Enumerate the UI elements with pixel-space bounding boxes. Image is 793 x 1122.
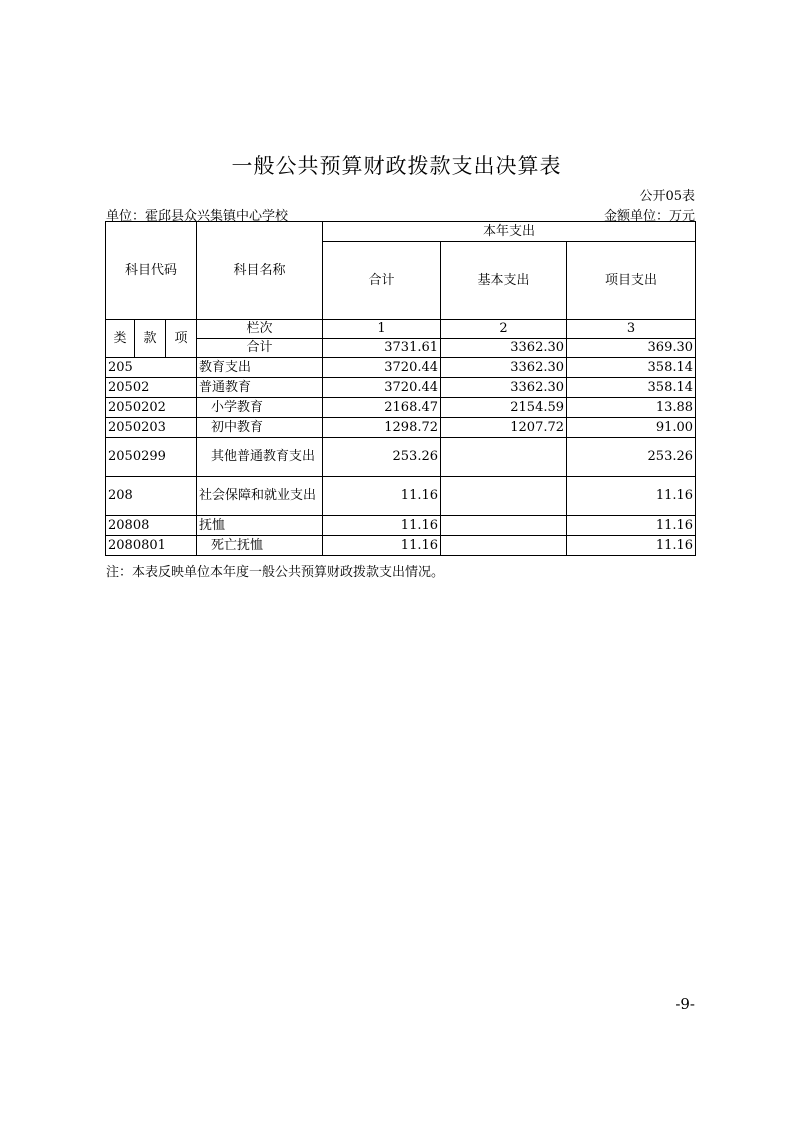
row-project: 91.00 [567, 418, 696, 438]
row-name: 普通教育 [197, 378, 323, 398]
table-row [106, 358, 696, 378]
header-lei: 类 [106, 320, 135, 358]
total-row-label: 合计 [197, 339, 323, 358]
row-project: 11.16 [567, 477, 696, 516]
row-basic: 3362.30 [441, 358, 567, 378]
row-code: 20808 [106, 516, 197, 536]
unit-name: 单位：霍邱县众兴集镇中心学校 [106, 209, 289, 224]
row-name: 小学教育 [197, 398, 323, 418]
row-total: 3720.44 [323, 358, 441, 378]
header-col2: 2 [441, 320, 567, 339]
row-basic: 3362.30 [441, 378, 567, 398]
header-subject-code: 科目代码 [106, 222, 197, 320]
row-basic [441, 438, 567, 477]
row-basic [441, 477, 567, 516]
amount-unit: 金额单位：万元 [603, 209, 695, 224]
total-row-total: 3731.61 [323, 339, 441, 358]
total-row-basic: 3362.30 [441, 339, 567, 358]
table-row [106, 477, 696, 516]
header-basic: 基本支出 [441, 242, 567, 320]
row-basic: 2154.59 [441, 398, 567, 418]
header-subject-name: 科目名称 [197, 222, 323, 320]
row-code: 2050202 [106, 398, 197, 418]
header-col3: 3 [567, 320, 696, 339]
row-project: 358.14 [567, 378, 696, 398]
expenditure-table [105, 221, 696, 556]
row-name: 社会保障和就业支出 [197, 477, 323, 516]
row-total: 253.26 [323, 438, 441, 477]
row-code: 205 [106, 358, 197, 378]
row-project: 13.88 [567, 398, 696, 418]
table-row [106, 398, 696, 418]
table-row [106, 418, 696, 438]
table-note: 注：本表反映单位本年度一般公共预算财政拨款支出情况。 [106, 565, 445, 580]
header-project: 项目支出 [567, 242, 696, 320]
row-total: 11.16 [323, 516, 441, 536]
row-name: 死亡抚恤 [197, 536, 323, 556]
total-row-project: 369.30 [567, 339, 696, 358]
row-name: 抚恤 [197, 516, 323, 536]
page-number: -9- [675, 995, 695, 1013]
row-code: 2080801 [106, 536, 197, 556]
row-total: 3720.44 [323, 378, 441, 398]
row-code: 2050299 [106, 438, 197, 477]
row-code: 20502 [106, 378, 197, 398]
row-code: 2050203 [106, 418, 197, 438]
row-project: 11.16 [567, 516, 696, 536]
row-project: 253.26 [567, 438, 696, 477]
table-row [106, 536, 696, 556]
row-project: 358.14 [567, 358, 696, 378]
header-col1: 1 [323, 320, 441, 339]
row-total: 2168.47 [323, 398, 441, 418]
page-title: 一般公共预算财政拨款支出决算表 [231, 154, 562, 178]
header-current-year: 本年支出 [323, 222, 696, 242]
row-total: 11.16 [323, 477, 441, 516]
row-total: 11.16 [323, 536, 441, 556]
row-total: 1298.72 [323, 418, 441, 438]
table-row [106, 516, 696, 536]
table-number: 公开05表 [639, 189, 695, 204]
row-name: 教育支出 [197, 358, 323, 378]
table-row [106, 438, 696, 477]
table-row [106, 378, 696, 398]
header-kuan: 款 [135, 320, 166, 358]
row-code: 208 [106, 477, 197, 516]
row-basic [441, 536, 567, 556]
row-name: 初中教育 [197, 418, 323, 438]
header-xiang: 项 [166, 320, 197, 358]
row-name: 其他普通教育支出 [197, 438, 323, 477]
row-basic [441, 516, 567, 536]
row-project: 11.16 [567, 536, 696, 556]
header-total: 合计 [323, 242, 441, 320]
header-column-order: 栏次 [197, 320, 323, 339]
row-basic: 1207.72 [441, 418, 567, 438]
